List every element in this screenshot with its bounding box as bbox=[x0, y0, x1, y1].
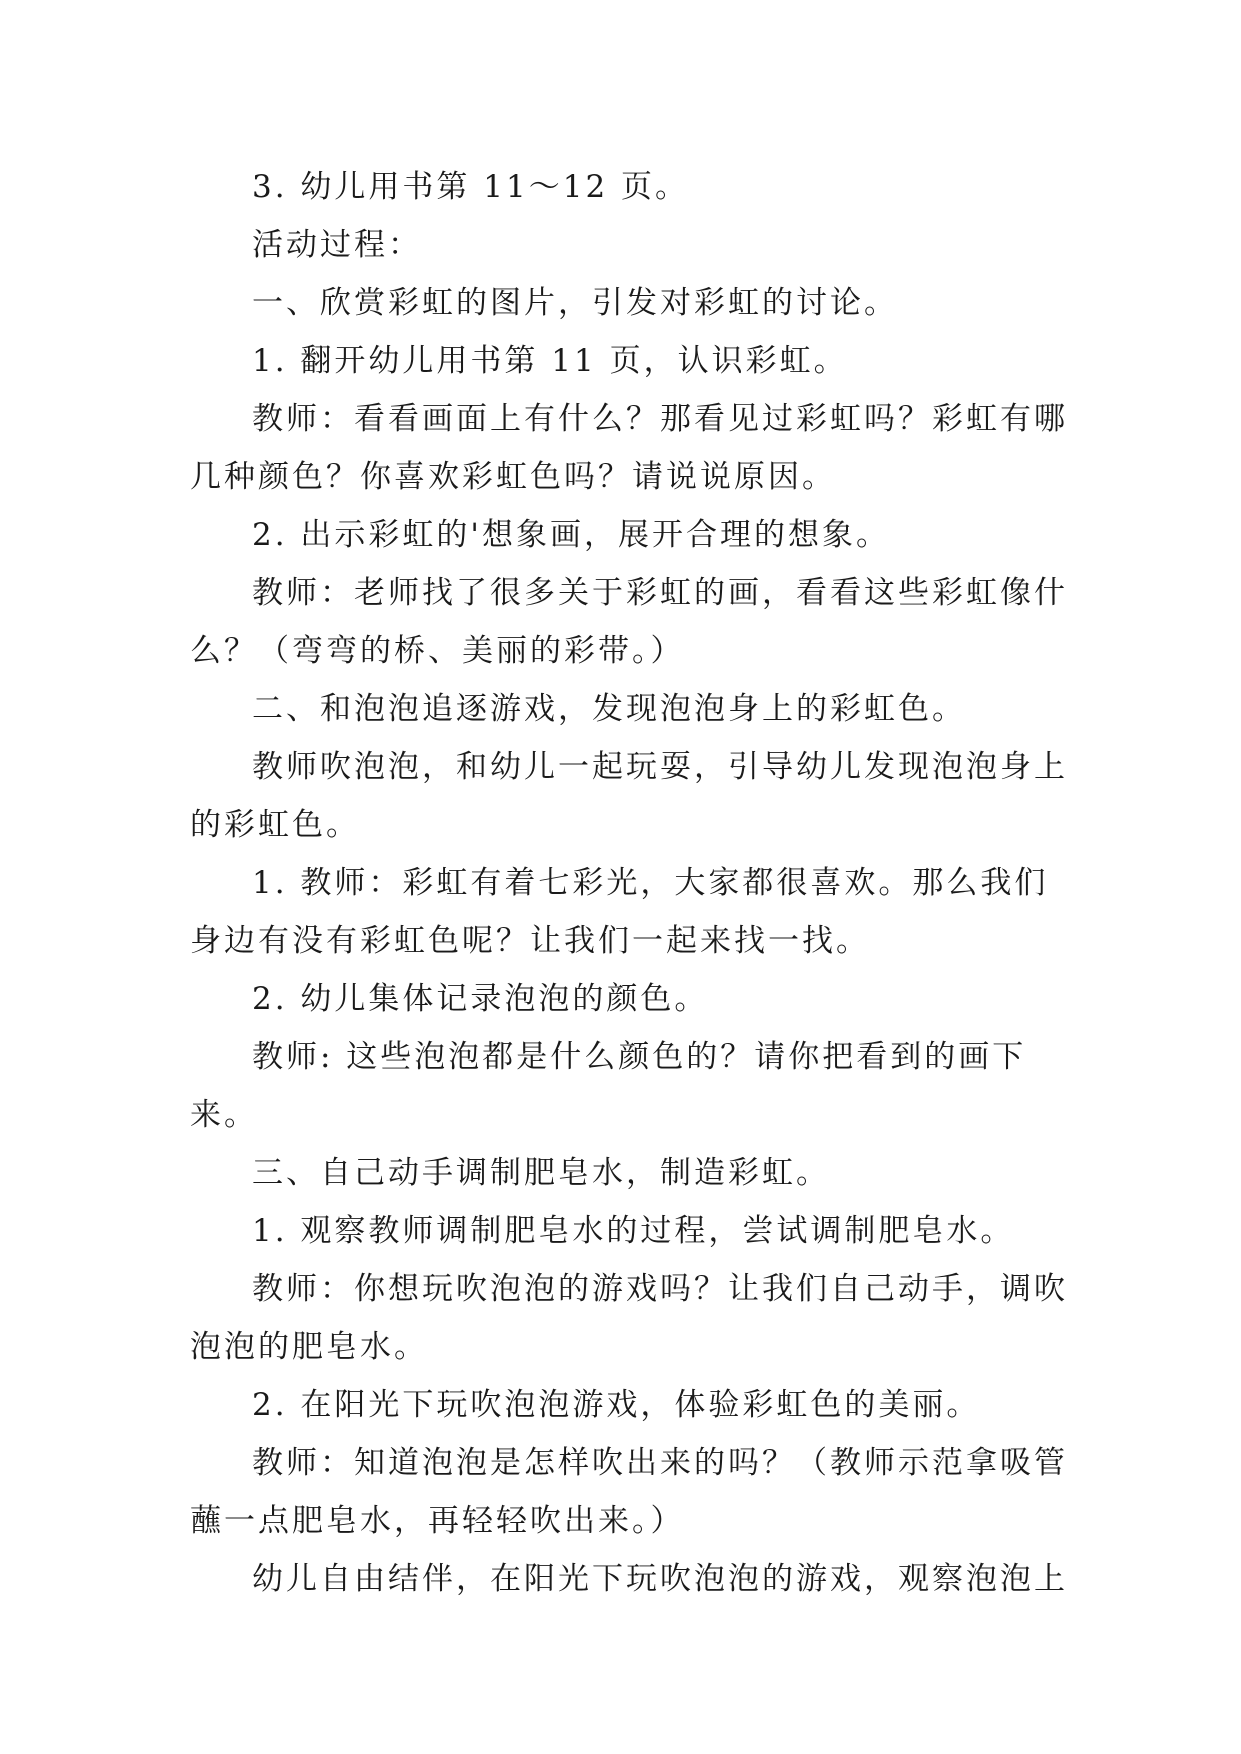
paragraph: 2. 在阳光下玩吹泡泡游戏，体验彩虹色的美丽。 bbox=[252, 1387, 981, 1423]
section-label: 活动过程： bbox=[252, 227, 422, 263]
paragraph: 教师：知道泡泡是怎样吹出来的吗？（教师示范拿吸管蘸一点肥皂水，再轻轻吹出来。） bbox=[190, 1445, 1068, 1539]
section-heading: 二、和泡泡追逐游戏，发现泡泡身上的彩虹色。 bbox=[252, 691, 966, 727]
paragraph: 1. 教师：彩虹有着七彩光，大家都很喜欢。那么我们身边有没有彩虹色呢？让我们一起来找一找。 bbox=[190, 865, 1049, 959]
paragraph: 1. 观察教师调制肥皂水的过程，尝试调制肥皂水。 bbox=[252, 1213, 1015, 1249]
document-body bbox=[190, 158, 1070, 1608]
paragraph: 教师：你想玩吹泡泡的游戏吗？让我们自己动手，调吹泡泡的肥皂水。 bbox=[190, 1271, 1068, 1365]
paragraph: 3. 幼儿用书第 11～12 页。 bbox=[252, 169, 690, 205]
paragraph: 2. 出示彩虹的'想象画，展开合理的想象。 bbox=[252, 517, 890, 553]
paragraph: 教师: 这些泡泡都是什么颜色的？请你把看到的画下来。 bbox=[190, 1039, 1027, 1133]
paragraph: 幼儿自由结伴，在阳光下玩吹泡泡的游戏，观察泡泡上 bbox=[252, 1561, 1068, 1597]
paragraph: 2. 幼儿集体记录泡泡的颜色。 bbox=[252, 981, 709, 1017]
paragraph: 教师吹泡泡，和幼儿一起玩耍，引导幼儿发现泡泡身上的彩虹色。 bbox=[190, 749, 1068, 843]
paragraph: 教师：看看画面上有什么？那看见过彩虹吗？彩虹有哪几种颜色？你喜欢彩虹色吗？请说说原因。 bbox=[190, 401, 1068, 495]
section-heading: 一、欣赏彩虹的图片，引发对彩虹的讨论。 bbox=[252, 285, 898, 321]
section-heading: 三、自己动手调制肥皂水，制造彩虹。 bbox=[252, 1155, 830, 1191]
paragraph: 1. 翻开幼儿用书第 11 页，认识彩虹。 bbox=[252, 343, 848, 379]
paragraph: 教师：老师找了很多关于彩虹的画，看看这些彩虹像什么？（弯弯的桥、美丽的彩带。） bbox=[190, 575, 1068, 669]
